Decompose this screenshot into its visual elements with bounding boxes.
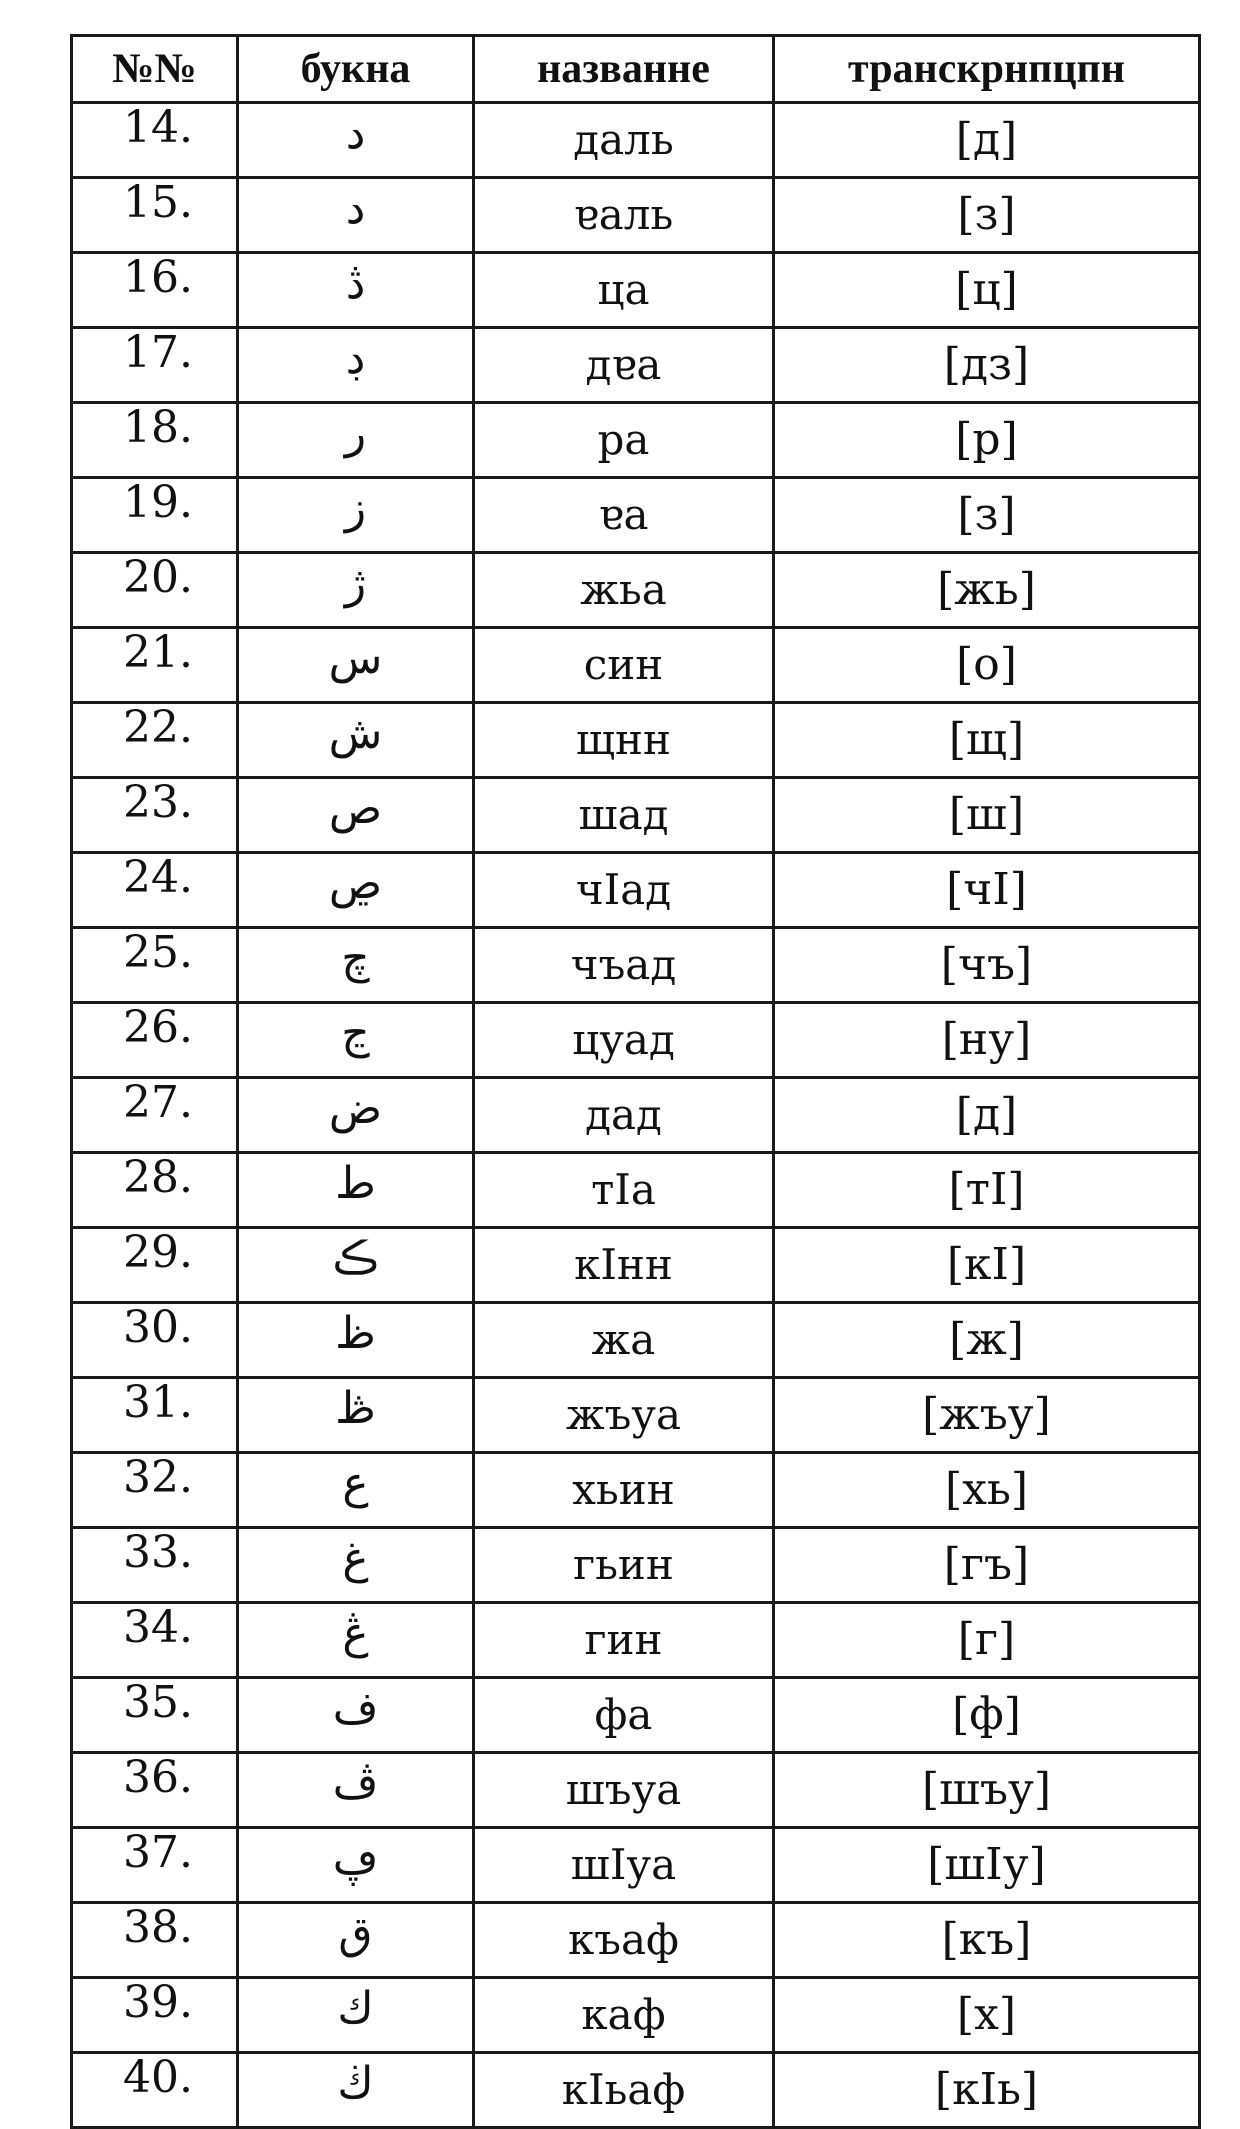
row-letter-name: щнн (474, 703, 774, 778)
row-transcription: [къ] (774, 1903, 1200, 1978)
table-body (72, 103, 1200, 2128)
table-row (72, 253, 1200, 328)
row-letter: ڊ (238, 328, 474, 403)
row-number: 34. (72, 1603, 238, 1678)
table-row (72, 1303, 1200, 1378)
row-transcription: [кӀ] (774, 1228, 1200, 1303)
row-letter-name: кӀьаф (474, 2053, 774, 2128)
row-letter: ڃ (238, 1003, 474, 1078)
row-letter: ش (238, 703, 474, 778)
row-letter: د (238, 178, 474, 253)
table-row (72, 553, 1200, 628)
row-letter: ك (238, 1978, 474, 2053)
row-transcription: [шӀу] (774, 1828, 1200, 1903)
row-letter: ق (238, 1903, 474, 1978)
row-letter-name: къаф (474, 1903, 774, 1978)
row-letter: ڠ (238, 1603, 474, 1678)
row-transcription: [з] (774, 478, 1200, 553)
row-number: 29. (72, 1228, 238, 1303)
header-number: №№ (72, 36, 238, 103)
row-letter: ڤ (238, 1753, 474, 1828)
header-transcription: транскрнпцпн (774, 36, 1200, 103)
table-row (72, 103, 1200, 178)
row-number: 21. (72, 628, 238, 703)
row-transcription: [шъу] (774, 1753, 1200, 1828)
row-letter: ڝ (238, 853, 474, 928)
row-letter: ز (238, 478, 474, 553)
row-letter-name: шӀуа (474, 1828, 774, 1903)
row-transcription: [р] (774, 403, 1200, 478)
row-number: 38. (72, 1903, 238, 1978)
row-letter: ص (238, 778, 474, 853)
row-letter-name: хьин (474, 1453, 774, 1528)
row-letter: ض (238, 1078, 474, 1153)
table-header (72, 36, 1200, 103)
row-letter: د (238, 103, 474, 178)
row-letter: ڥ (238, 1828, 474, 1903)
row-letter-name: кӀнн (474, 1228, 774, 1303)
row-transcription: [г] (774, 1603, 1200, 1678)
row-letter-name: жъуа (474, 1378, 774, 1453)
row-transcription: [кӀь] (774, 2053, 1200, 2128)
row-letter-name: ɐаль (474, 178, 774, 253)
row-number: 39. (72, 1978, 238, 2053)
row-number: 31. (72, 1378, 238, 1453)
row-letter-name: ɐа (474, 478, 774, 553)
table-row (72, 853, 1200, 928)
row-letter: ڬ (238, 2053, 474, 2128)
row-transcription: [ж] (774, 1303, 1200, 1378)
row-number: 19. (72, 478, 238, 553)
header-name: названне (474, 36, 774, 103)
row-letter: ڪ (238, 1228, 474, 1303)
row-letter: ژ (238, 553, 474, 628)
table-row (72, 778, 1200, 853)
row-number: 17. (72, 328, 238, 403)
table-row (72, 628, 1200, 703)
row-letter: س (238, 628, 474, 703)
table-row (72, 1978, 1200, 2053)
row-letter-name: цуад (474, 1003, 774, 1078)
row-transcription: [з] (774, 178, 1200, 253)
row-letter-name: жа (474, 1303, 774, 1378)
table-row (72, 928, 1200, 1003)
table-row (72, 1903, 1200, 1978)
row-letter-name: каф (474, 1978, 774, 2053)
row-number: 32. (72, 1453, 238, 1528)
table-row (72, 1078, 1200, 1153)
row-transcription: [ну] (774, 1003, 1200, 1078)
row-letter: ظ (238, 1303, 474, 1378)
table-row (72, 478, 1200, 553)
row-letter: ط (238, 1153, 474, 1228)
row-transcription: [д] (774, 103, 1200, 178)
row-letter-name: чӀад (474, 853, 774, 928)
row-letter-name: чъад (474, 928, 774, 1003)
row-transcription: [чӀ] (774, 853, 1200, 928)
alphabet-table-container (70, 34, 1198, 2129)
row-number: 16. (72, 253, 238, 328)
row-letter: ع (238, 1453, 474, 1528)
row-letter: چ (238, 928, 474, 1003)
row-number: 28. (72, 1153, 238, 1228)
row-transcription: [гъ] (774, 1528, 1200, 1603)
row-number: 33. (72, 1528, 238, 1603)
row-transcription: [д] (774, 1078, 1200, 1153)
table-row (72, 1753, 1200, 1828)
row-transcription: [хь] (774, 1453, 1200, 1528)
row-letter-name: тӀа (474, 1153, 774, 1228)
row-number: 18. (72, 403, 238, 478)
table-row (72, 328, 1200, 403)
table-row (72, 178, 1200, 253)
row-transcription: [тӀ] (774, 1153, 1200, 1228)
row-letter: ڟ (238, 1378, 474, 1453)
row-number: 24. (72, 853, 238, 928)
table-row (72, 1378, 1200, 1453)
row-number: 25. (72, 928, 238, 1003)
table-row (72, 1453, 1200, 1528)
table-row (72, 1603, 1200, 1678)
table-row (72, 1003, 1200, 1078)
row-transcription: [ф] (774, 1678, 1200, 1753)
row-transcription: [дз] (774, 328, 1200, 403)
row-letter-name: гин (474, 1603, 774, 1678)
row-letter-name: фа (474, 1678, 774, 1753)
row-letter: ف (238, 1678, 474, 1753)
header-row (72, 36, 1200, 103)
table-row (72, 703, 1200, 778)
row-transcription: [ш] (774, 778, 1200, 853)
row-number: 20. (72, 553, 238, 628)
row-letter-name: шъуа (474, 1753, 774, 1828)
row-number: 27. (72, 1078, 238, 1153)
row-number: 23. (72, 778, 238, 853)
row-transcription: [чъ] (774, 928, 1200, 1003)
table-row (72, 403, 1200, 478)
row-number: 22. (72, 703, 238, 778)
row-number: 37. (72, 1828, 238, 1903)
row-number: 30. (72, 1303, 238, 1378)
row-letter-name: син (474, 628, 774, 703)
table-row (72, 1228, 1200, 1303)
alphabet-table (70, 34, 1201, 2129)
row-transcription: [ц] (774, 253, 1200, 328)
row-letter-name: ра (474, 403, 774, 478)
table-row (72, 1528, 1200, 1603)
table-row (72, 1828, 1200, 1903)
row-transcription: [о] (774, 628, 1200, 703)
row-transcription: [х] (774, 1978, 1200, 2053)
row-letter-name: ца (474, 253, 774, 328)
row-transcription: [жъу] (774, 1378, 1200, 1453)
row-letter-name: шад (474, 778, 774, 853)
row-number: 36. (72, 1753, 238, 1828)
row-letter-name: даль (474, 103, 774, 178)
row-letter: ڎ (238, 253, 474, 328)
table-row (72, 2053, 1200, 2128)
row-number: 26. (72, 1003, 238, 1078)
table-row (72, 1153, 1200, 1228)
row-letter-name: дɐа (474, 328, 774, 403)
row-number: 14. (72, 103, 238, 178)
row-letter-name: гьин (474, 1528, 774, 1603)
row-letter: غ (238, 1528, 474, 1603)
header-letter: букна (238, 36, 474, 103)
row-transcription: [жь] (774, 553, 1200, 628)
row-letter: ر (238, 403, 474, 478)
row-number: 15. (72, 178, 238, 253)
row-letter-name: жьа (474, 553, 774, 628)
row-transcription: [щ] (774, 703, 1200, 778)
row-number: 35. (72, 1678, 238, 1753)
table-row (72, 1678, 1200, 1753)
row-letter-name: дад (474, 1078, 774, 1153)
row-number: 40. (72, 2053, 238, 2128)
